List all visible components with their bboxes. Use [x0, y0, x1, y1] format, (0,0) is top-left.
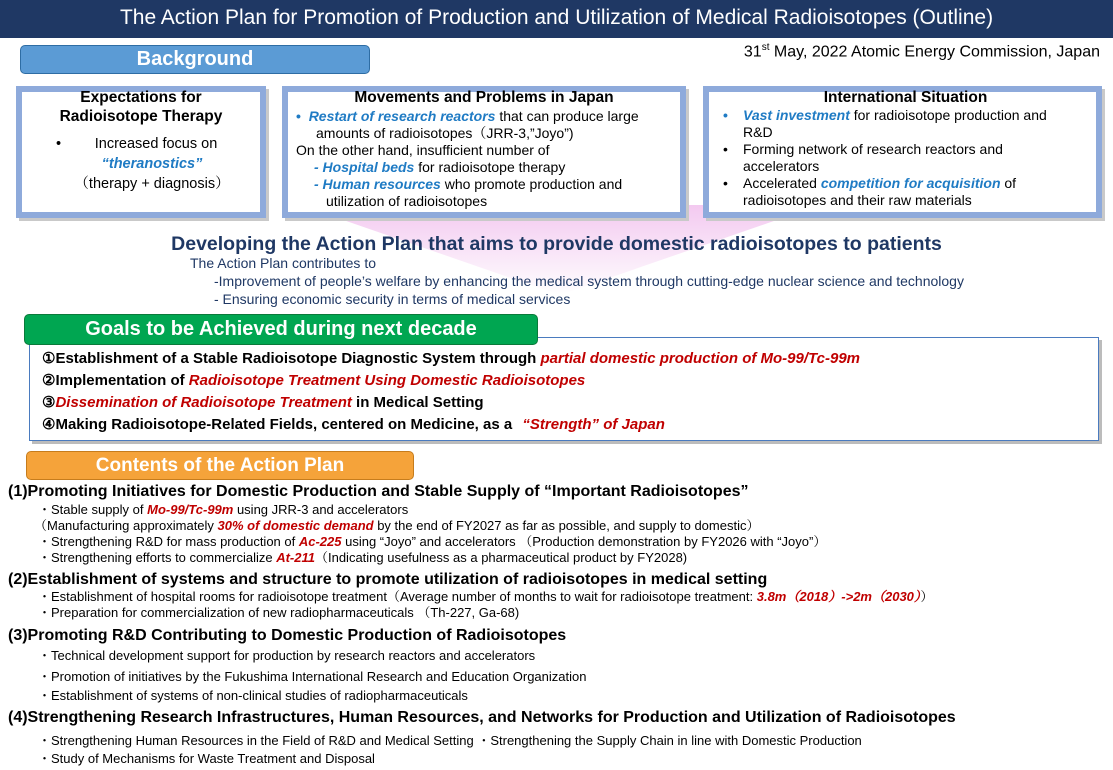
s2-i1-pre: ・Establishment of hospital rooms for radioisotope treatment（Average number of months to wait for radioisotope treatment:: [38, 589, 757, 604]
goals-label: Goals to be Achieved during next decade: [24, 314, 538, 345]
intl-b2-line2: accelerators: [743, 158, 820, 174]
goal-3: [30, 392, 1098, 414]
s1-i4-pre: ・Strengthening efforts to commercialize: [38, 550, 277, 565]
movements-l4-rest: for radioisotope therapy: [414, 159, 566, 175]
intl-b3-pre: Accelerated: [743, 175, 821, 191]
s1-i4-post: （Indicating usefulness as a pharmaceutical product by FY2028): [314, 550, 688, 565]
s1-item-1: [38, 502, 408, 518]
goal-1-pre: ①Establishment of a Stable Radioisotope Diagnostic System through: [42, 350, 541, 367]
hospital-beds-text: - Hospital beds: [314, 159, 415, 175]
date-suffix: st: [761, 42, 770, 53]
s4-item-2: ・Study of Mechanisms for Waste Treatment and Disposal: [38, 751, 375, 766]
intl-b2-line1: Forming network of research reactors and: [743, 141, 1003, 157]
goal-1: [30, 348, 1098, 370]
international-body: [723, 107, 1088, 209]
intl-bullet-3: • Accelerated competition for acquisition of: [723, 175, 1017, 191]
intl-b3-line2: radioisotopes and their raw materials: [743, 192, 972, 208]
goal-4-pre: ④Making Radioisotope-Related Fields, centered on Medicine, as a: [42, 416, 517, 433]
s1-item-2: [34, 518, 759, 534]
s1-i3-post: using “Joyo” and accelerators （Production demonstration by FY2026 with “Joyo”）: [341, 534, 827, 549]
goal-2-pre: ②Implementation of: [42, 372, 189, 389]
human-resources-text: - Human resources: [314, 176, 441, 192]
movements-b1-line2: amounts of radioisotopes（JRR-3,”Joyo”): [316, 125, 574, 141]
headline: Developing the Action Plan that aims to provide domestic radioisotopes to patients: [171, 233, 942, 255]
expectations-line-3: （therapy + diagnosis）: [74, 176, 230, 192]
intl-bullet-2: • Forming network of research reactors and: [723, 141, 1003, 157]
movements-line-3: On the other hand, insufficient number of: [296, 142, 550, 158]
goal-3-pre: ③: [42, 394, 56, 411]
s1-item-3: [38, 534, 826, 550]
expectations-title-1: Expectations for: [80, 89, 202, 106]
goal-4-em: “Strength” of Japan: [522, 416, 665, 433]
theranostics-text: “theranostics”: [101, 156, 203, 172]
expectations-body: [28, 134, 254, 194]
expectations-box: [16, 86, 266, 218]
s2-item-2: ・Preparation for commercialization of new radiopharmaceuticals （Th-227, Ga-68): [38, 605, 520, 620]
s2-item-1: [38, 589, 933, 605]
s1-i1-em: Mo-99/Tc-99m: [147, 502, 234, 517]
intl-bullet-1: • Vast investment for radioisotope production and: [723, 107, 1047, 123]
vast-investment-text: Vast investment: [743, 107, 850, 123]
s1-i1-pre: ・Stable supply of: [38, 502, 148, 517]
s1-i3-em: Ac-225: [298, 534, 342, 549]
international-box: [703, 86, 1102, 218]
section-2-heading: (2)Establishment of systems and structure to promote utilization of radioisotopes in medical setting: [8, 571, 768, 588]
s1-i3-pre: ・Strengthening R&D for mass production of: [38, 534, 299, 549]
competition-text: competition for acquisition: [820, 175, 1001, 191]
s3-item-1: ・Technical development support for production by research reactors and accelerators: [38, 648, 536, 663]
international-title: International Situation: [823, 89, 988, 106]
goal-3-em: Dissemination of Radioisotope Treatment: [55, 394, 352, 411]
movements-box: [282, 86, 686, 218]
goal-2-em: Radioisotope Treatment Using Domestic Radioisotopes: [188, 372, 586, 389]
background-label: Background: [20, 45, 370, 74]
movements-bullet-1: • Restart of research reactors that can produce large: [296, 108, 639, 124]
contributes-line-2: - Ensuring economic security in terms of medical services: [214, 291, 571, 307]
intl-b1-rest: for radioisotope production and: [849, 107, 1047, 123]
goal-3-post: in Medical Setting: [351, 394, 484, 411]
bullet: •: [56, 136, 62, 152]
section-3-heading: (3)Promoting R&D Contributing to Domestic Production of Radioisotopes: [8, 627, 567, 644]
restart-reactors-text: Restart of research reactors: [308, 108, 496, 124]
s4-item-1: ・Strengthening Human Resources in the Field of R&D and Medical Setting ・Strengthening the Supply Chain in line with Domestic Production: [38, 733, 862, 748]
contents-label: Contents of the Action Plan: [26, 451, 414, 480]
section-4-heading: (4)Strengthening Research Infrastructures, Human Resources, and Networks for Production and Utilization of Radioisotopes: [8, 709, 956, 726]
goal-1-em: partial domestic production of Mo-99/Tc-99m: [540, 350, 860, 367]
section-1-heading: (1)Promoting Initiatives for Domestic Production and Stable Supply of “Important Radioisotopes”: [8, 483, 749, 500]
s1-item-4: [38, 550, 687, 566]
contributes-line-1: -Improvement of people’s welfare by enhancing the medical system through cutting-edge nuclear science and technology: [214, 273, 964, 289]
contributes-intro: The Action Plan contributes to: [190, 255, 376, 271]
s2-i1-post: ）: [920, 589, 934, 604]
page-title: The Action Plan for Promotion of Production and Utilization of Medical Radioisotopes (Outline): [0, 0, 1113, 40]
expectations-title-2: Radioisotope Therapy: [59, 108, 223, 125]
expectations-line-1: Increased focus on: [94, 136, 218, 152]
date-day: 31: [743, 43, 762, 61]
goal-2: [30, 370, 1098, 392]
goals-box: [29, 337, 1099, 441]
s3-item-3: ・Establishment of systems of non-clinical studies of radiopharmaceuticals: [38, 688, 468, 703]
s1-i2-em: 30% of domestic demand: [217, 518, 374, 533]
movements-l5-rest: who promote production and: [440, 176, 623, 192]
movements-title: Movements and Problems in Japan: [354, 89, 614, 106]
s1-i1-post: using JRR-3 and accelerators: [233, 502, 409, 517]
movements-body: [296, 108, 672, 210]
movements-line-5: [296, 176, 672, 193]
s1-i2-post: by the end of FY2027 as far as possible, and supply to domestic）: [373, 518, 760, 533]
date-line: [700, 42, 1100, 61]
s3-item-2: ・Promotion of initiatives by the Fukushima International Research and Education Organization: [38, 669, 587, 684]
goal-4: [30, 414, 1098, 436]
s2-i1-em: 3.8m（2018）->2m（2030）: [756, 589, 921, 604]
date-rest: May, 2022 Atomic Energy Commission, Japan: [769, 43, 1100, 61]
s1-i2-pre: （Manufacturing approximately: [34, 518, 218, 533]
s1-i4-em: At-211: [276, 550, 315, 565]
intl-b3-post: of: [1000, 175, 1017, 191]
movements-line-4: [296, 159, 672, 176]
movements-b1-rest: that can produce large: [495, 108, 639, 124]
movements-line-6: utilization of radioisotopes: [326, 193, 488, 209]
intl-b1-line2: R&D: [743, 124, 773, 140]
